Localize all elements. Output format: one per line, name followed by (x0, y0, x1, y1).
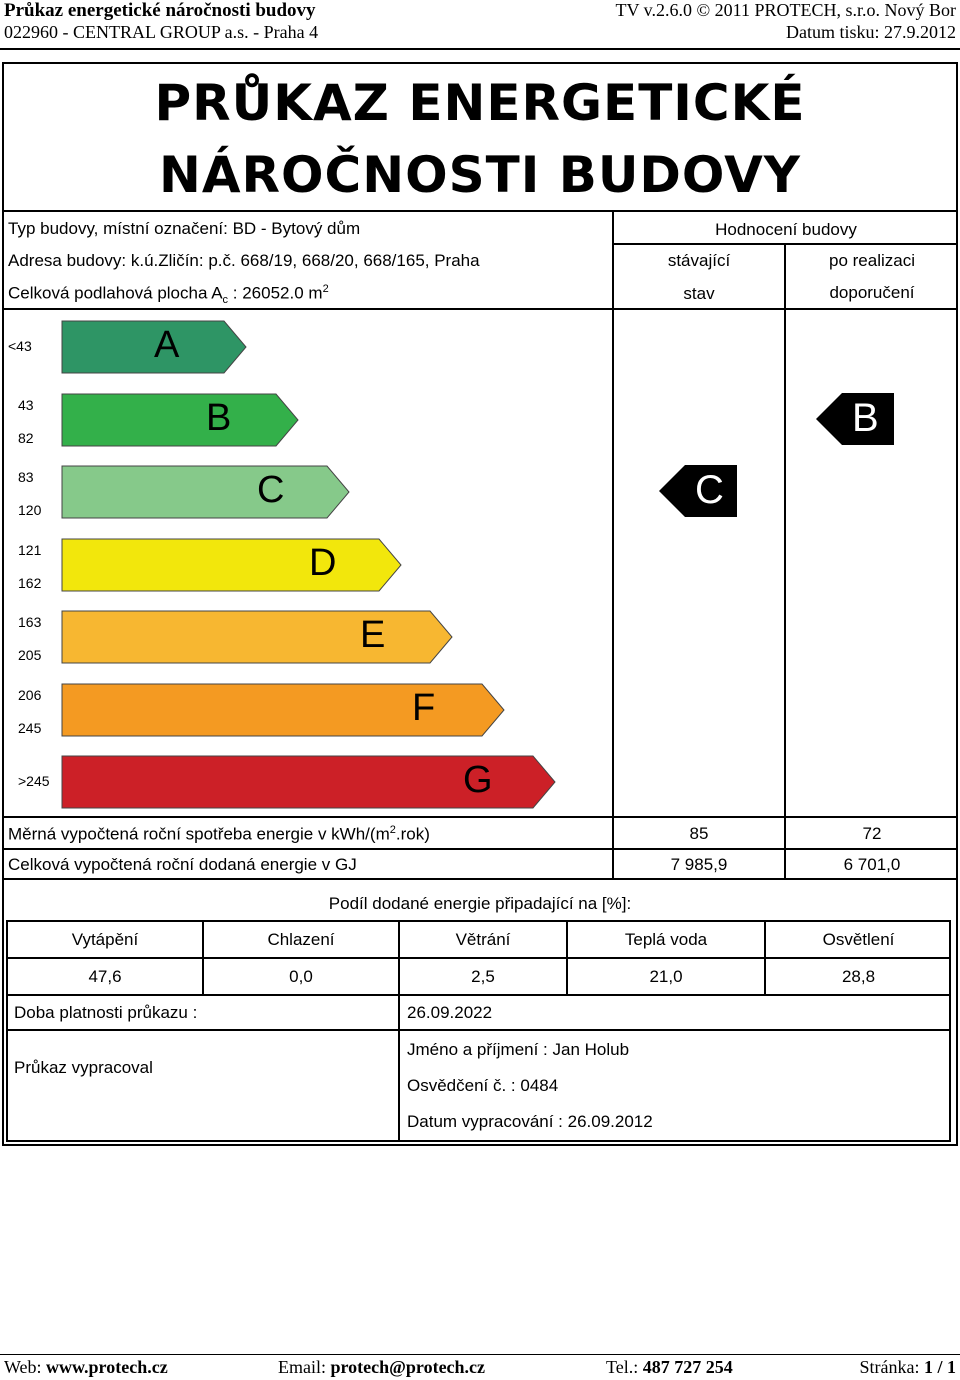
energy-class-letter-c: C (257, 469, 285, 511)
footer-page-label: Stránka: (859, 1357, 924, 1377)
divider (398, 920, 400, 1142)
divider (6, 957, 951, 959)
energy-class-letter-a: A (154, 324, 180, 366)
building-address: Adresa budovy: k.ú.Zličín: p.č. 668/19, 668/20, 668/165, Praha (8, 251, 480, 270)
share-val-hot-water: 21,0 (649, 967, 683, 986)
recommended-label-1: po realizaci (829, 251, 915, 270)
divider (6, 1029, 951, 1031)
building-type: Typ budovy, místní označení: BD - Bytový dům (8, 219, 361, 238)
total-energy-recommended: 6 701,0 (843, 855, 901, 874)
footer-web-label: Web: (4, 1357, 47, 1377)
current-state-label-2: stav (683, 284, 715, 303)
share-val-ventilation: 2,5 (471, 967, 495, 986)
divider (2, 816, 958, 818)
energy-class-letter-f: F (412, 687, 436, 729)
energy-class-range: >245 (18, 773, 50, 789)
divider (6, 994, 951, 996)
floor-area (8, 283, 329, 306)
certificate-title-line2: NÁROČNOSTI BUDOVY (159, 146, 801, 204)
validity-label: Doba platnosti průkazu : (14, 1003, 198, 1022)
share-col-heating: Vytápění (71, 930, 139, 949)
energy-class-range-top: 43 (18, 397, 34, 413)
rating-badge-letter-current: C (695, 468, 724, 512)
share-val-cooling: 0,0 (289, 967, 313, 986)
current-state-label-1: stávající (667, 251, 731, 270)
energy-class-range-bottom: 120 (18, 502, 42, 518)
rating-badge-letter-recommended: B (852, 396, 879, 440)
share-col-cooling: Chlazení (267, 930, 335, 949)
footer-web-link[interactable]: www.protech.cz (46, 1357, 168, 1377)
energy-class-range-top: 83 (18, 469, 34, 485)
floor-area-sub: c (222, 294, 229, 307)
energy-class-range: <43 (8, 338, 32, 354)
header-left-subtitle: 022960 - CENTRAL GROUP a.s. - Praha 4 (4, 22, 319, 42)
share-col-ventilation: Větrání (455, 930, 511, 949)
certificate-number: Osvědčení č. : 0484 (407, 1076, 559, 1095)
footer-email-link[interactable]: protech@protech.cz (330, 1357, 486, 1377)
footer-phone (606, 1357, 733, 1378)
footer-divider (0, 1354, 960, 1355)
energy-class-range-top: 121 (18, 542, 42, 558)
footer-web (4, 1357, 168, 1378)
share-table (6, 920, 951, 1142)
certificate-title-line1: PRŮKAZ ENERGETICKÉ (154, 74, 806, 132)
energy-class-letter-e: E (360, 614, 386, 656)
specific-consumption-label (8, 824, 430, 845)
energy-class-arrow-d (61, 538, 403, 592)
divider (784, 243, 786, 880)
energy-class-range-top: 206 (18, 687, 42, 703)
specific-label-suffix: .rok) (395, 824, 430, 844)
energy-class-range-bottom: 82 (18, 430, 34, 446)
header-left-title: Průkaz energetické náročnosti budovy (4, 0, 316, 21)
divider (2, 848, 958, 850)
energy-class-arrow-c (61, 465, 351, 519)
share-heading: Podíl dodané energie připadající na [%]: (328, 894, 632, 913)
share-val-heating: 47,6 (88, 967, 122, 986)
prepared-date: Datum vypracování : 26.09.2012 (407, 1112, 653, 1131)
header-print-date: Datum tisku: 27.9.2012 (786, 22, 956, 42)
share-col-hot-water: Teplá voda (624, 930, 708, 949)
specific-label-sup: 2 (389, 824, 396, 836)
specific-consumption-current: 85 (689, 824, 709, 843)
energy-class-letter-g: G (463, 759, 493, 801)
footer-page (859, 1357, 956, 1378)
energy-class-letter-b: B (206, 397, 232, 439)
energy-class-range-bottom: 245 (18, 720, 42, 736)
total-energy-current: 7 985,9 (670, 855, 728, 874)
energy-class-arrow-f (61, 683, 506, 737)
floor-area-value: : 26052.0 m (228, 283, 323, 303)
divider (2, 308, 958, 310)
footer-phone-label: Tel.: (606, 1357, 643, 1377)
recommended-label-2: doporučení (829, 283, 915, 302)
divider (612, 210, 614, 880)
energy-class-range-bottom: 162 (18, 575, 42, 591)
energy-class-arrow-b (61, 393, 300, 447)
rating-header: Hodnocení budovy (715, 220, 857, 239)
share-val-lighting: 28,8 (841, 967, 876, 986)
page-header (0, 0, 960, 50)
prepared-by-label: Průkaz vypracoval (14, 1058, 153, 1077)
energy-class-range-top: 163 (18, 614, 42, 630)
header-divider (0, 48, 960, 50)
footer-email (278, 1357, 485, 1378)
header-version: TV v.2.6.0 © 2011 PROTECH, s.r.o. Nový Bor (615, 0, 956, 20)
energy-class-arrow-e (61, 610, 454, 664)
specific-label-text: Měrná vypočtená roční spotřeba energie v kWh/(m (8, 824, 390, 844)
footer-phone-value: 487 727 254 (642, 1357, 733, 1377)
divider (2, 210, 958, 212)
footer-email-label: Email: (278, 1357, 331, 1377)
energy-class-range-bottom: 205 (18, 647, 42, 663)
specific-consumption-recommended: 72 (862, 824, 882, 843)
share-col-lighting: Osvětlení (822, 930, 895, 949)
validity-value: 26.09.2022 (407, 1003, 493, 1022)
divider (2, 878, 958, 880)
floor-area-label: Celková podlahová plocha A (8, 283, 223, 303)
footer-page-value: 1 / 1 (923, 1357, 956, 1377)
energy-class-letter-d: D (309, 542, 337, 584)
total-energy-label: Celková vypočtená roční dodaná energie v GJ (8, 855, 357, 874)
floor-area-sup: 2 (322, 283, 329, 295)
preparer-name: Jméno a příjmení : Jan Holub (407, 1040, 630, 1059)
